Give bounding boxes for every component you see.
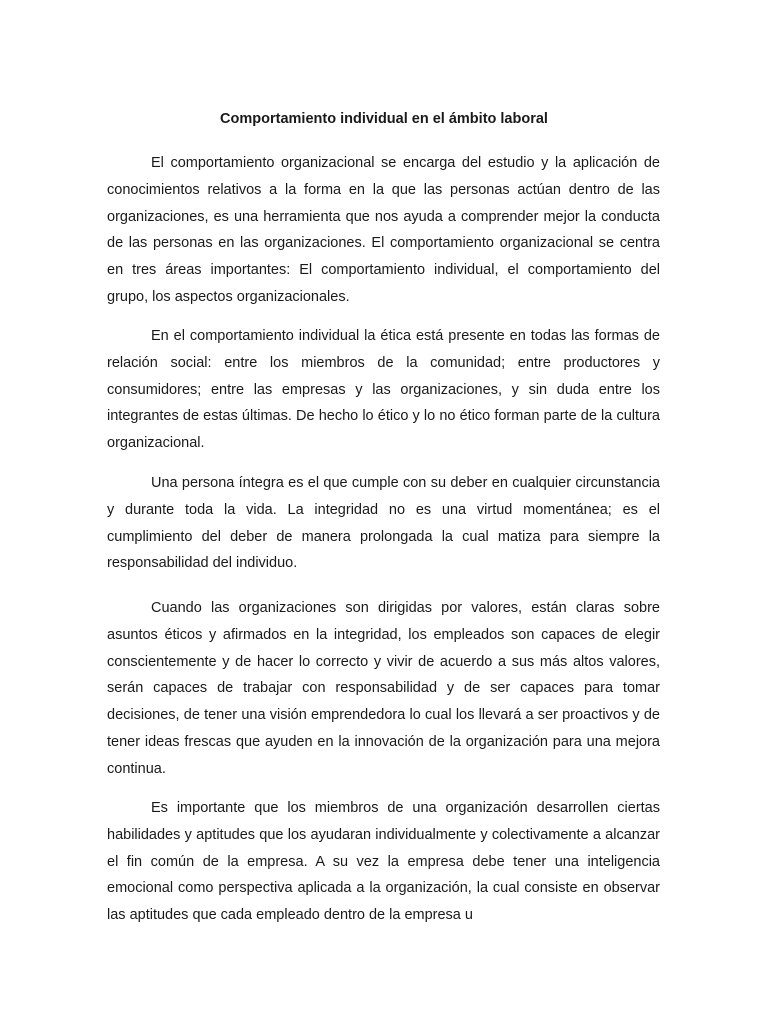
paragraph-4: Cuando las organizaciones son dirigidas por valores, están claras sobre asuntos éticos y afirmados en la integridad, los empleados son capaces de elegir conscientemente y de hacer lo correcto y vivir de acuerdo a sus más altos valores, serán capaces de trabajar con responsabilidad y de ser capaces para tomar decisiones, de tener una visión emprendedora lo cual los llevará a ser proactivos y de tener ideas frescas que ayuden en la innovación de la organización para una mejora continua.	[107, 600, 660, 777]
document-title: Comportamiento individual en el ámbito laboral	[220, 111, 548, 127]
paragraph-3: Una persona íntegra es el que cumple con su deber en cualquier circunstancia y durante toda la vida. La integridad no es una virtud momentánea; es el cumplimiento del deber de manera prolongada la cual matiza para siempre la responsabilidad del individuo.	[107, 475, 660, 572]
paragraph-1: El comportamiento organizacional se encarga del estudio y la aplicación de conocimientos relativos a la forma en la que las personas actúan dentro de las organizaciones, es una herramienta que nos ayuda a comprender mejor la conducta de las personas en las organizaciones. El comportamiento organizacional se centra en tres áreas importantes: El comportamiento individual, el comportamiento del grupo, los aspectos organizacionales.	[107, 155, 660, 305]
paragraph-5: Es importante que los miembros de una organización desarrollen ciertas habilidades y aptitudes que los ayudaran individualmente y colectivamente a alcanzar el fin común de la empresa. A su vez la empresa debe tener una inteligencia emocional como perspectiva aplicada a la organización, la cual consiste en observar las aptitudes que cada empleado dentro de la empresa u	[107, 800, 660, 924]
paragraph-2: En el comportamiento individual la ética está presente en todas las formas de relación social: entre los miembros de la comunidad; entre productores y consumidores; entre las empresas y las organizaciones, y sin duda entre los integrantes de estas últimas. De hecho lo ético y lo no ético forman parte de la cultura organizacional.	[107, 328, 660, 452]
